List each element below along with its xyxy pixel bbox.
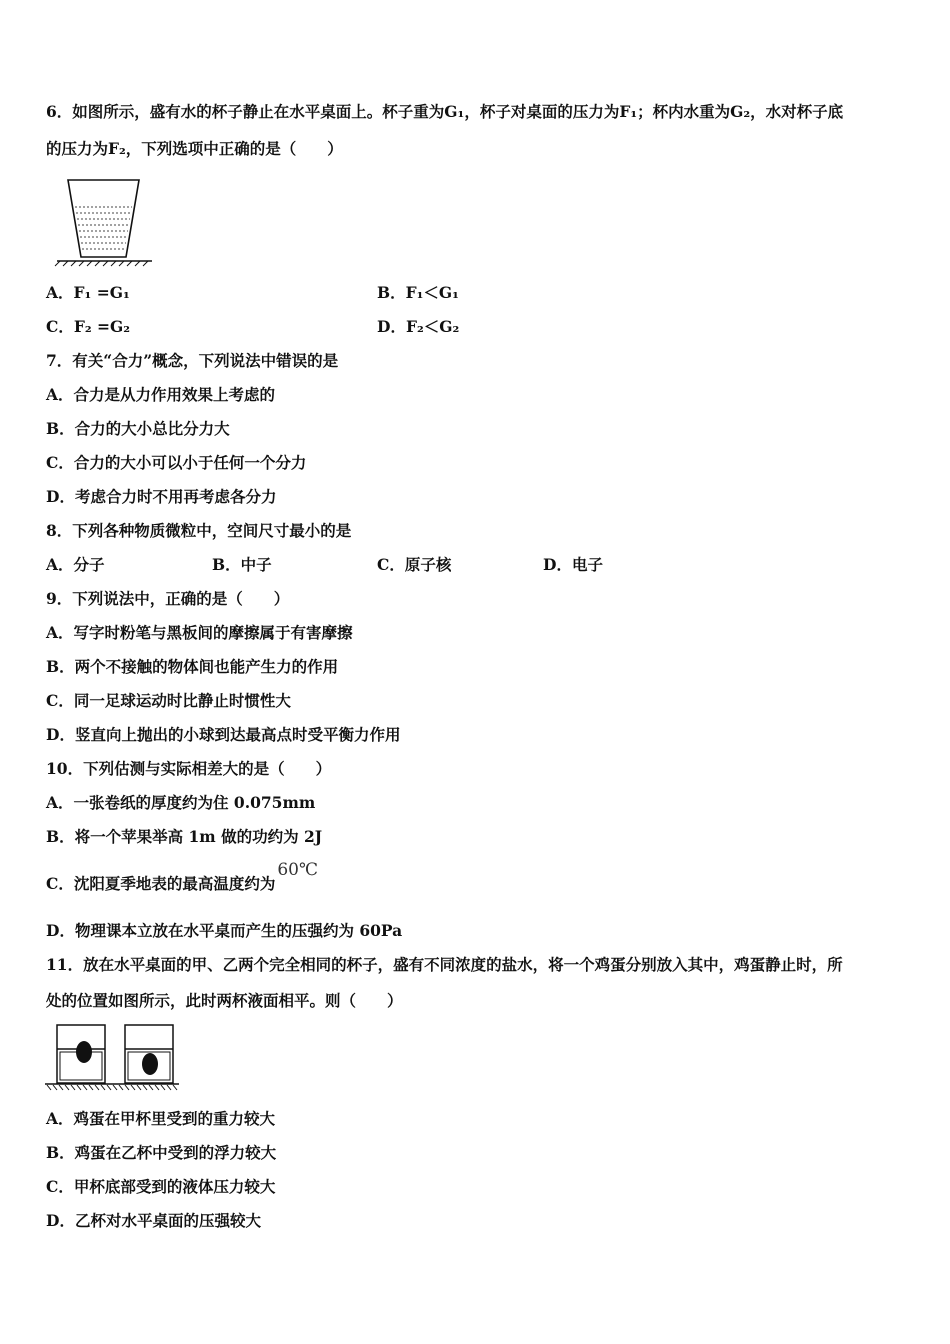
q7-option-c[interactable]: C．合力的大小可以小于任何一个分力	[46, 453, 307, 472]
q9-stem: 9．下列说法中，正确的是（ ）	[46, 589, 290, 608]
q6-option-d[interactable]: D．F₂＜G₂	[377, 317, 460, 336]
q9-option-d[interactable]: D．竖直向上抛出的小球到达最高点时受平衡力作用	[46, 725, 401, 744]
cup-on-table-figure	[52, 175, 156, 267]
q10-option-a[interactable]: A．一张卷纸的厚度约为住 0.075mm	[46, 793, 316, 812]
q7-option-d[interactable]: D．考虑合力时不用再考虑各分力	[46, 487, 277, 506]
q6-option-a[interactable]: A．F₁ =G₁	[46, 283, 130, 302]
q9-option-a[interactable]: A．写字时粉笔与黑板间的摩擦属于有害摩擦	[46, 623, 353, 642]
q8-stem: 8．下列各种物质微粒中，空间尺寸最小的是	[46, 521, 352, 540]
cup-jia	[57, 1025, 105, 1083]
two-cups-egg-figure	[45, 1023, 181, 1093]
table-hatching-2	[47, 1085, 177, 1090]
q10-stem: 10．下列估测与实际相差大的是（ ）	[46, 759, 332, 778]
q7-stem: 7．有关“合力”概念，下列说法中错误的是	[46, 351, 339, 370]
temperature-value: 60℃	[277, 860, 318, 880]
q10-option-b[interactable]: B．将一个苹果举高 1m 做的功约为 2J	[46, 827, 323, 846]
q8-option-a[interactable]: A．分子	[46, 555, 105, 574]
q6-option-c[interactable]: C．F₂ =G₂	[46, 317, 131, 336]
q9-option-b[interactable]: B．两个不接触的物体间也能产生力的作用	[46, 657, 339, 676]
q11-stem-line2: 处的位置如图所示，此时两杯液面相平。则（ ）	[46, 991, 403, 1010]
egg-jia	[76, 1041, 92, 1063]
q8-option-c[interactable]: C．原子核	[377, 555, 452, 574]
q10-option-d[interactable]: D．物理课本立放在水平桌而产生的压强约为 60Pa	[46, 921, 403, 940]
q8-option-d[interactable]: D．电子	[543, 555, 603, 574]
q6-stem-line1: 6．如图所示，盛有水的杯子静止在水平桌面上。杯子重为G₁，杯子对桌面的压力为F₁；杯内水重为G₂，水对杯子底	[46, 102, 844, 121]
q11-option-a[interactable]: A．鸡蛋在甲杯里受到的重力较大	[46, 1109, 276, 1128]
q10-option-c-text: C．沈阳夏季地表的最高温度约为	[46, 874, 276, 893]
q7-option-b[interactable]: B．合力的大小总比分力大	[46, 419, 230, 438]
q6-option-b[interactable]: B．F₁＜G₁	[377, 283, 459, 302]
q6-stem-line2: 的压力为F₂，下列选项中正确的是（ ）	[46, 139, 343, 158]
q7-option-a[interactable]: A．合力是从力作用效果上考虑的	[46, 385, 276, 404]
water-texture	[75, 207, 132, 249]
q11-option-c[interactable]: C．甲杯底部受到的液体压力较大	[46, 1177, 276, 1196]
q9-option-c[interactable]: C．同一足球运动时比静止时惯性大	[46, 691, 291, 710]
q11-option-d[interactable]: D．乙杯对水平桌面的压强较大	[46, 1211, 261, 1230]
q11-option-b[interactable]: B．鸡蛋在乙杯中受到的浮力较大	[46, 1143, 277, 1162]
egg-yi	[142, 1053, 158, 1075]
q8-option-b[interactable]: B．中子	[212, 555, 272, 574]
cup-yi	[125, 1025, 173, 1083]
q10-option-c[interactable]	[46, 860, 318, 894]
q11-stem-line1: 11．放在水平桌面的甲、乙两个完全相同的杯子，盛有不同浓度的盐水，将一个鸡蛋分别放入其中，鸡蛋静止时，所	[46, 955, 843, 974]
